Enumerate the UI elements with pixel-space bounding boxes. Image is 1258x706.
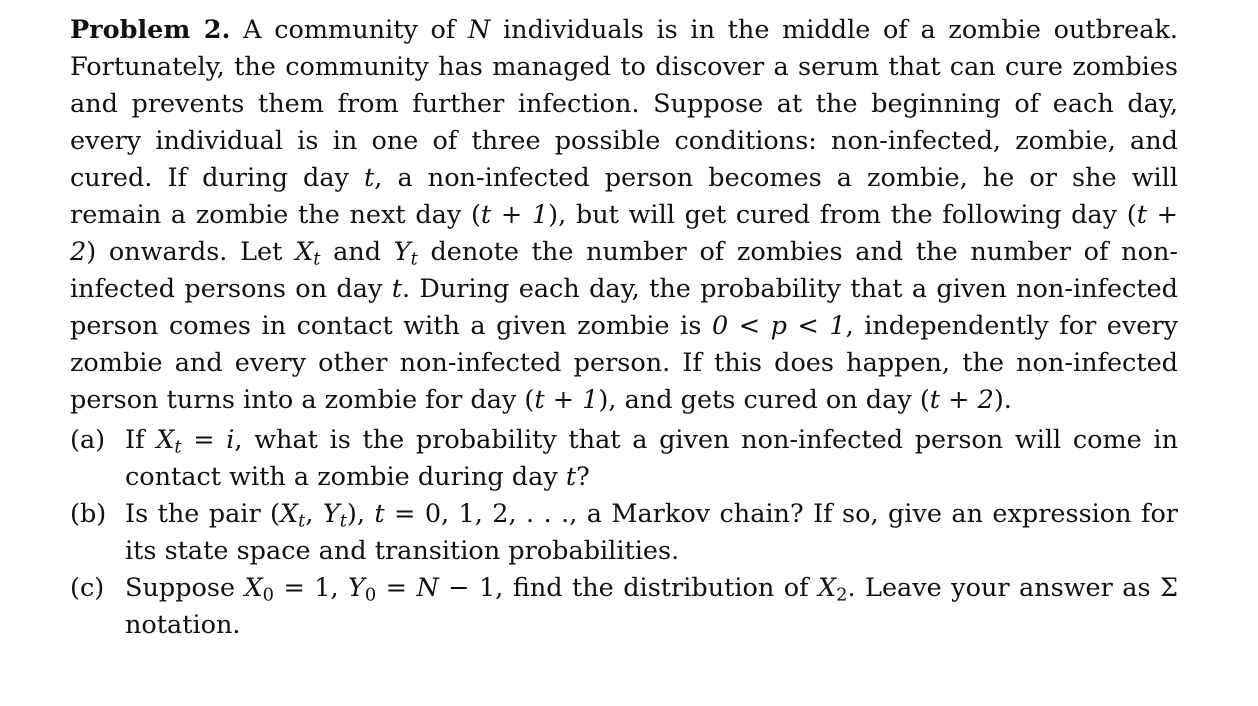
- sub-question-a: [70, 422, 1178, 496]
- math-eq-i: = i: [181, 425, 235, 455]
- sub-question-label: (a): [70, 425, 106, 455]
- math-X: X: [817, 573, 837, 603]
- sub-question-c: [70, 570, 1178, 644]
- math-X: X: [280, 499, 299, 529]
- text-run: ).: [993, 385, 1012, 415]
- math-sub-t: t: [410, 248, 418, 270]
- sub-question-label: (b): [70, 499, 107, 529]
- math-N: N: [468, 15, 491, 45]
- text-run: ,: [305, 499, 323, 529]
- math-sub-t: t: [298, 510, 306, 532]
- text-run: Suppose: [125, 573, 245, 603]
- math-t-plus-2: t + 2: [70, 200, 1178, 267]
- text-run: . Leave your answer as Σ notation.: [125, 573, 1179, 640]
- text-run: Is the pair (: [125, 499, 280, 529]
- math-t-range: = 0, 1, 2, . . .: [384, 499, 570, 529]
- math-t: t: [565, 462, 577, 492]
- math-N: N: [416, 573, 439, 603]
- text-run: ), and gets cured on day (: [598, 385, 930, 415]
- text-run: , a non-infected person becomes a zombie, he or she will remain a zombie the next day (: [70, 163, 1178, 230]
- math-sub-2: 2: [836, 584, 848, 606]
- text-run: . During each day, the probability that a given non-infected person comes in contact with a given zombie is: [70, 274, 1179, 341]
- math-t: t: [364, 163, 375, 193]
- math-t: t: [374, 499, 385, 529]
- text-run: A community of: [230, 15, 469, 45]
- text-run: , a Markov chain? If so, give an expression for its state space and transition probabilities.: [125, 499, 1178, 566]
- math-sub-0: 0: [364, 584, 377, 606]
- math-Y: Y: [322, 499, 340, 529]
- math-sub-t: t: [313, 248, 321, 270]
- text-run: denote the number of zombies and the number of non-infected persons on day: [70, 237, 1178, 304]
- math-sub-t: t: [339, 510, 347, 532]
- math-Y: Y: [393, 237, 411, 267]
- math-eq-1: = 1,: [274, 573, 349, 603]
- text-run: , what is the probability that a given non-infected person will come in contact with a zombie during day: [125, 425, 1178, 492]
- math-t: t: [391, 274, 402, 304]
- text-run: ) onwards. Let: [86, 237, 296, 267]
- math-X: X: [156, 425, 175, 455]
- math-t-plus-1: t + 1: [534, 385, 599, 415]
- math-Y: Y: [348, 573, 365, 603]
- math-sub-0: 0: [262, 584, 275, 606]
- text-run: , find the distribution of: [495, 573, 818, 603]
- math-p-range: 0 < p < 1: [711, 311, 846, 341]
- math-t-plus-2: t + 2: [929, 385, 994, 415]
- math-X: X: [244, 573, 263, 603]
- sub-question-b: [70, 496, 1178, 570]
- text-run: , independently for every zombie and every other non-infected person. If this does happen, the non-infected person turns into a zombie for day (: [70, 311, 1178, 415]
- math-X: X: [295, 237, 314, 267]
- math-minus-1: − 1: [438, 573, 496, 603]
- math-t-plus-1: t + 1: [480, 200, 549, 230]
- text-run: and: [320, 237, 394, 267]
- text-run: individuals is in the middle of a zombie outbreak. Fortunately, the community has managed to discover a serum that can cure zombies and prevents them from further infection. Suppose at the beginning of each day, every individual is in one of three possible conditions: non-infected, zombie, and cured. If during day: [70, 15, 1179, 193]
- text-run: ?: [576, 462, 590, 492]
- problem-statement: [70, 12, 1178, 419]
- sub-questions: [70, 422, 1178, 644]
- text-run: ),: [346, 499, 375, 529]
- text-run: ), but will get cured from the following day (: [548, 200, 1137, 230]
- math-eq: =: [376, 573, 417, 603]
- math-sub-t: t: [174, 436, 182, 458]
- sub-question-label: (c): [70, 573, 105, 603]
- text-run: If: [125, 425, 157, 455]
- problem-label: Problem 2.: [70, 15, 231, 45]
